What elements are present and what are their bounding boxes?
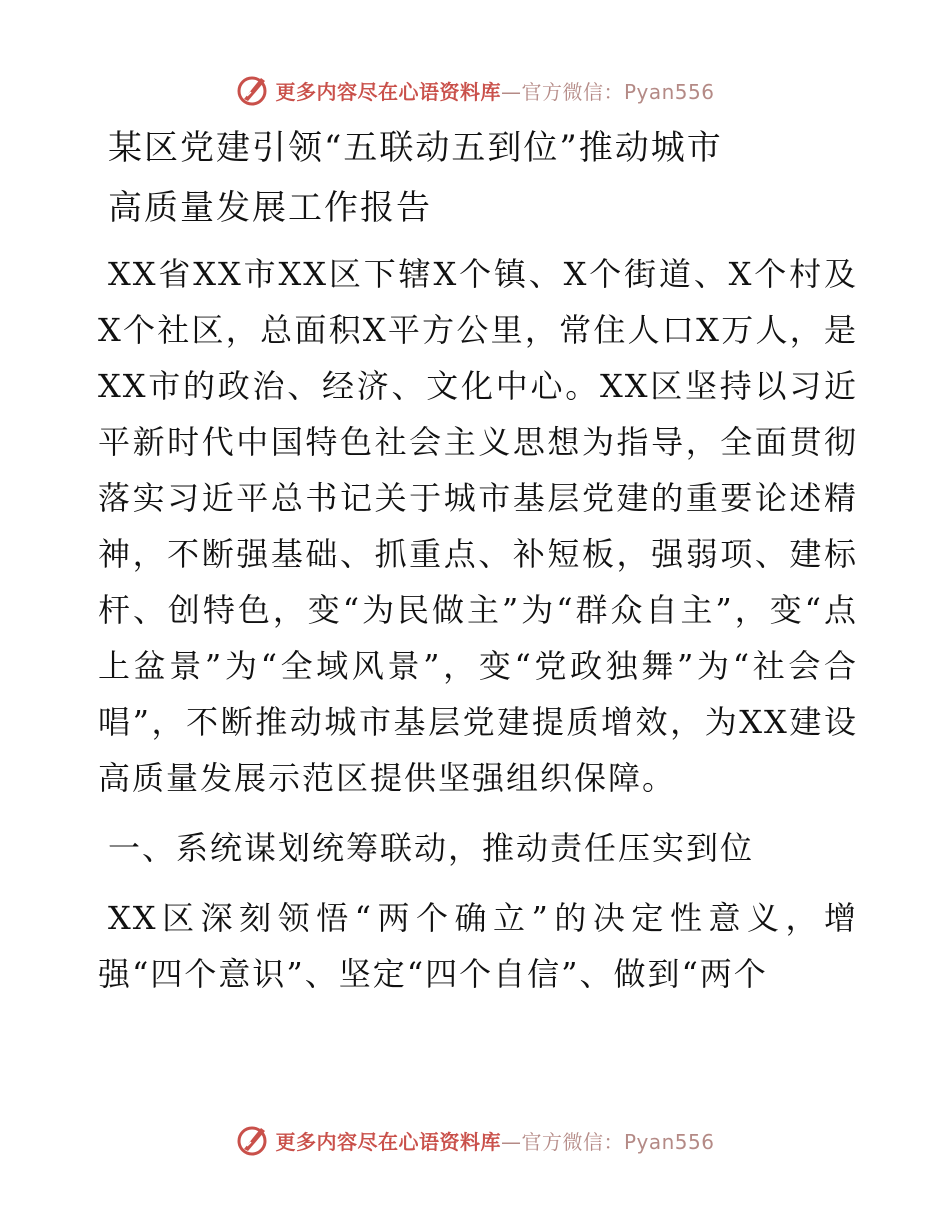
footer-banner	[0, 1120, 950, 1160]
banner-brand: 更多内容尽在心语资料库	[275, 1129, 501, 1154]
banner-text	[275, 1126, 714, 1155]
section-1-paragraph: XX区深刻领悟“两个确立”的决定性意义，增强“四个意识”、坚定“四个自信”、做到“两个	[98, 899, 858, 993]
document-title-line-2: 高质量发展工作报告	[108, 188, 432, 228]
banner-text	[275, 76, 714, 105]
banner-brand: 更多内容尽在心语资料库	[275, 79, 501, 104]
header-banner	[0, 70, 950, 110]
banner-wechat: —官方微信：Pyan556	[500, 79, 715, 104]
quill-logo-icon	[235, 72, 271, 108]
quill-logo-icon	[235, 1122, 271, 1158]
banner-wechat: —官方微信：Pyan556	[500, 1129, 715, 1154]
document-title-line-1: 某区党建引领“五联动五到位”推动城市	[108, 128, 723, 168]
document-body	[98, 118, 858, 1002]
intro-paragraph: XX省XX市XX区下辖X个镇、X个街道、X个村及X个社区，总面积X平方公里，常住人口X万人，是XX市的政治、经济、文化中心。XX区坚持以习近平新时代中国特色社会主义思想为指导，全面贯彻落实习近平总书记关于城市基层党建的重要论述精神，不断强基础、抓重点、补短板，强弱项、建标杆、创特色，变“为民做主”为“群众自主”，变“点上盆景”为“全域风景”，变“党政独舞”为“社会合唱”，不断推动城市基层党建提质增效，为XX建设高质量发展示范区提供坚强组织保障。	[98, 255, 858, 797]
section-heading-1: 一、系统谋划统筹联动，推动责任压实到位	[108, 829, 755, 867]
